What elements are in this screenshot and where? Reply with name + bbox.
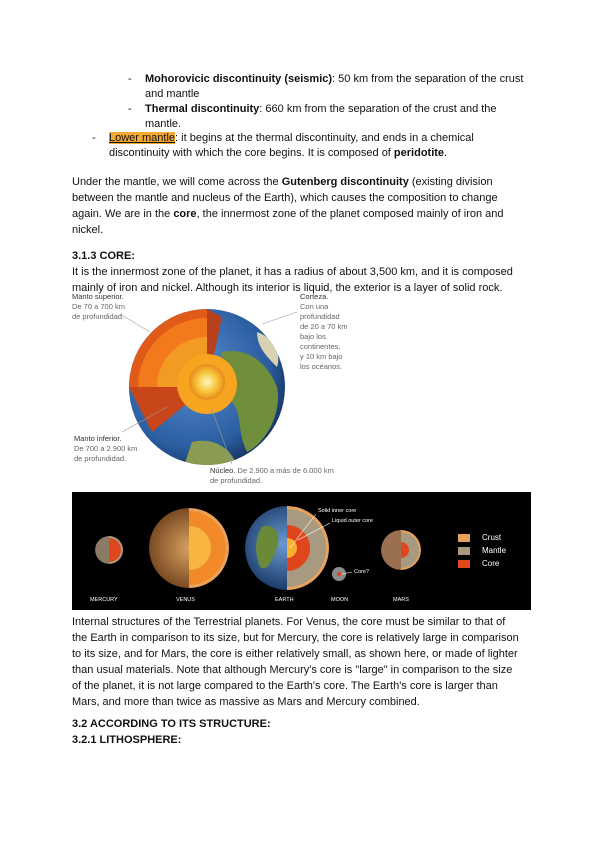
lower-mantle-cont-text: discontinuity with which the core begins. It is composed of	[109, 147, 394, 159]
peridotite-term: peridotite	[393, 147, 445, 159]
lower-mantle-l2: de profundidad.	[74, 454, 127, 463]
crust-l6: y 10 km bajo	[300, 352, 343, 361]
core-l1: It is the innermost zone of the planet, it has a radius of about 3,500 km, and it is composed	[72, 266, 513, 278]
upper-mantle-title: Manto superior.	[72, 292, 124, 301]
nucleus-l2: de profundidad.	[210, 476, 263, 485]
legend-mantle: Mantle	[482, 546, 507, 555]
crust-l7: los océanos.	[300, 362, 343, 371]
venus-planet	[149, 508, 229, 588]
inner-core	[189, 364, 225, 400]
label-nucleus	[210, 466, 370, 486]
p1-l2: between the mantle and nucleus of the Earth), which causes the composition to change	[72, 192, 498, 204]
p2-l3: to its size, and for Mars, the core is either relatively small, as shown here, or made of lighter	[72, 648, 518, 660]
moho-term: Mohorovicic discontinuity (seismic)	[145, 73, 333, 85]
terrestrial-planets-figure	[72, 492, 531, 610]
p1-l4: nickel.	[72, 224, 104, 236]
legend-swatch-crust	[458, 534, 470, 542]
thermal-desc: : 660 km from the separation of the crust and the	[259, 103, 497, 115]
thermal-cont: mantle.	[145, 118, 182, 130]
label-upper-mantle	[72, 292, 125, 322]
lower-mantle-cont	[109, 145, 529, 161]
crust-l3: de 20 a 70 km	[300, 322, 348, 331]
list-item-thermal	[145, 101, 545, 117]
label-mars: MARS	[393, 597, 409, 603]
list-item-lower-mantle	[109, 130, 529, 146]
core-l2: mainly of iron and nickel. Although its interior is liquid, the exterior is a layer of solid rock.	[72, 282, 503, 294]
planets-illustration	[72, 492, 531, 610]
p2-l5: of the planet, it is not large compared to the Earth's core. The Earth's core is larger than	[72, 680, 498, 692]
upper-mantle-l1: De 70 a 700 km	[72, 302, 125, 311]
lower-mantle-term[interactable]: Lower mantle	[109, 132, 176, 144]
core-term: core	[173, 208, 197, 220]
label-mercury: MERCURY	[90, 597, 118, 603]
lower-mantle-end: .	[444, 147, 448, 159]
heading-core: 3.1.3 CORE:	[72, 250, 135, 262]
p2-l2: the Earth in comparison to its size, but for Mercury, the core is relatively large in comparison	[72, 632, 519, 644]
list-dash: -	[128, 103, 132, 115]
lower-mantle-desc: : it begins at the thermal discontinuity, and ends in a chemical	[175, 132, 474, 144]
p1-l3a: again. We are in the	[72, 208, 174, 220]
mars-planet	[381, 530, 421, 570]
moho-desc: : 50 km from the separation of the crust	[332, 73, 524, 85]
list-dash: -	[128, 73, 132, 85]
label-core-question: Core?	[354, 569, 369, 575]
p2-l6: Mars, and more than twice as massive as Mars and Mercury combined.	[72, 696, 420, 708]
p2-l1: Internal structures of the Terrestrial planets. For Venus, the core must be similar to that of	[72, 616, 506, 628]
heading-structure: 3.2 ACCORDING TO ITS STRUCTURE:	[72, 718, 271, 730]
label-solid-inner-core: Solid inner core	[318, 508, 357, 514]
moon-planet	[332, 567, 352, 581]
nucleus-l1: De 2.900 a más de 6.000 km	[235, 466, 334, 475]
label-liquid-outer-core: Liquid outer core	[332, 518, 373, 524]
list-item-moho	[145, 71, 545, 87]
legend-swatch-mantle	[458, 547, 470, 555]
label-lower-mantle	[74, 434, 137, 464]
earth-planet	[245, 506, 329, 590]
moho-cont: and mantle	[145, 88, 200, 100]
label-moon: MOON	[331, 597, 349, 603]
nucleus-title: Núcleo.	[210, 466, 236, 475]
p1-l1c: (existing division	[408, 176, 493, 188]
thermal-term: Thermal discontinuity	[145, 103, 260, 115]
p2-l4: than usual materials. Note that although Mercury's core is "large" in comparison to the size	[72, 664, 513, 676]
mercury-planet	[95, 532, 129, 572]
lower-mantle-l1: De 700 a 2.900 km	[74, 444, 138, 453]
gutenberg-term: Gutenberg discontinuity	[281, 176, 409, 188]
legend-core: Core	[482, 559, 500, 568]
earth-cross-section-figure	[72, 292, 372, 490]
p1-l3c: , the innermost zone of the planet composed mainly of iron and	[196, 208, 504, 220]
label-venus: VENUS	[176, 597, 195, 603]
paragraph-gutenberg	[72, 174, 532, 238]
heading-lithosphere: 3.2.1 LITHOSPHERE:	[72, 734, 182, 746]
upper-mantle-l2: de profundidad.	[72, 312, 125, 321]
crust-title: Corteza.	[300, 292, 329, 301]
crust-l4: bajo los	[300, 332, 326, 341]
label-earth: EARTH	[275, 597, 294, 603]
legend-crust: Crust	[482, 533, 502, 542]
crust-l5: continentes,	[300, 342, 341, 351]
crust-l1: Con una	[300, 302, 329, 311]
list-dash: -	[92, 132, 96, 144]
p1-l1a: Under the mantle, we will come across the	[72, 176, 282, 188]
crust-l2: profundidad	[300, 312, 340, 321]
lower-mantle-title: Manto inferior.	[74, 434, 122, 443]
label-crust	[300, 292, 348, 372]
legend-swatch-core	[458, 560, 470, 568]
paragraph-terrestrial	[72, 614, 532, 710]
